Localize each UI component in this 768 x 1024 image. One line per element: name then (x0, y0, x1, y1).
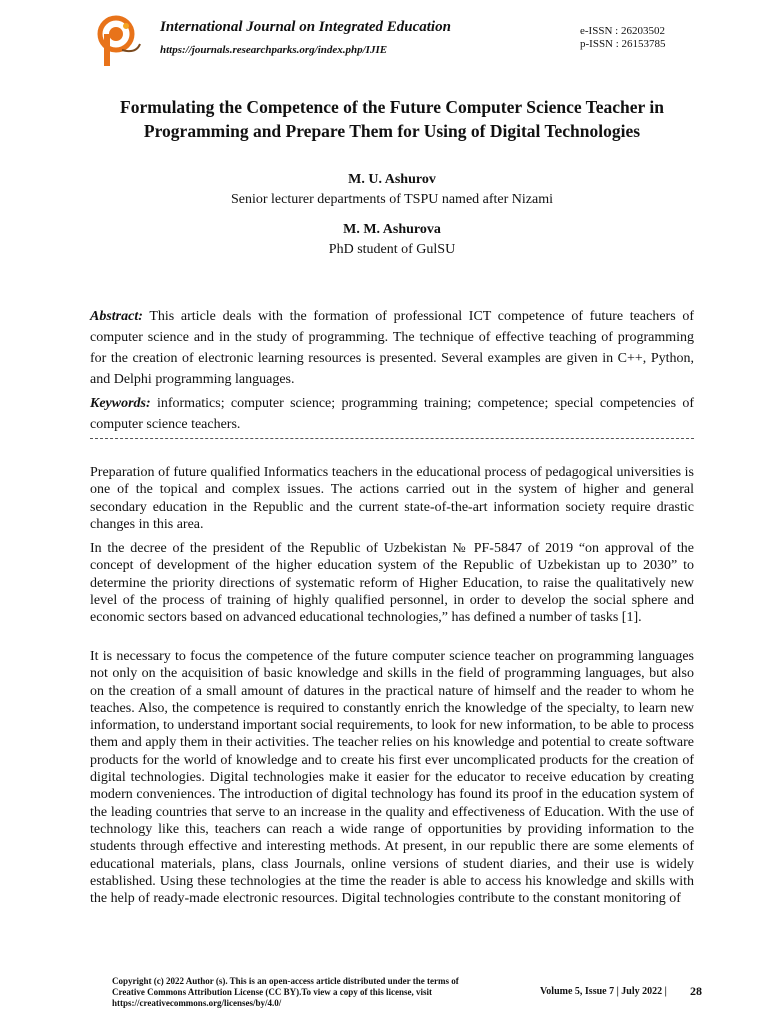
keywords-text: informatics; computer science; programming training; competence; special competencies of computer science teachers. (90, 396, 694, 432)
footer-volume: Volume 5, Issue 7 | July 2022 | (540, 986, 667, 997)
issn-block (580, 25, 666, 51)
abstract-text: This article deals with the formation of professional ICT competence of future teachers of computer science and in the study of programming. The technique of effective teaching of programming for the creation of electronic learning resources is presented. Several examples are given in C++, Python, and Delphi programming languages. (90, 309, 694, 387)
abstract (90, 306, 694, 390)
keywords (90, 393, 694, 435)
paper-title: Formulating the Competence of the Future Computer Science Teacher in Programming and Prepare Them for Using of Digital Technologies (120, 97, 664, 141)
author-name: M. M. Ashurova (343, 222, 441, 237)
author-affiliation: Senior lecturer departments of TSPU named after Nizami (230, 192, 554, 207)
abstract-label: Abstract: (90, 309, 143, 324)
author-name: M. U. Ashurov (348, 172, 436, 187)
author-block (90, 222, 694, 258)
body-paragraph: Preparation of future qualified Informatics teachers in the educational process of pedagogical universities is one of the topical and complex issues. The actions carried out in the system of higher and general secondary education in the Republic and the current state-of-the-art information society require drastic changes in this area. (90, 465, 694, 532)
page-number: 28 (690, 984, 702, 998)
section-divider (90, 438, 694, 439)
p-issn: p-ISSN : 26153785 (580, 38, 666, 50)
journal-url[interactable]: https://journals.researchparks.org/index.php/IJIE (160, 44, 388, 56)
author-block (90, 172, 694, 208)
journal-title: International Journal on Integrated Education (160, 19, 451, 35)
footer-copyright: Copyright (c) 2022 Author (s). This is an open-access article distributed under the terms of Creative Commons Attribution License (CC BY).To view a copy of this license, visit https://creativecommons.org/licenses/by/4.0/ (112, 976, 459, 1008)
research-parks-logo-icon (96, 14, 144, 68)
body-paragraph: It is necessary to focus the competence of the future computer science teacher on programming languages not only on the acquisition of basic knowledge and skills in the field of programming languages, but also on the creation of a small amount of datures in the practical nature of himself and the reader to whom he teaches. Also, the competence is required to constantly enrich the knowledge of the specialty, to learn new information, to understand important social requirements, to look for new information, to be able to process them and apply them in their activities. The teacher relies on his knowledge and potential to create software products for the world of knowledge and to create his first ever uncomplicated products for the creation of digital technologies. Digital technologies make it easier for the educator to receive education by creating modern conveniences. The introduction of digital technology has found its proof in the education system of the leading countries that serve to an increase in the quality and effectiveness of Education. With the use of technology like this, teachers can reach a wide range of opportunities by providing information to the students through effective and interesting methods. At present, in our republic there are some elements of educational materials, plans, class Journals, online versions of student diaries, and their use is widely established. Using these technologies at the time the reader is able to access his knowledge and skills with the help of ready-made electronic resources. Digital technologies contribute to the constant monitoring of (90, 649, 694, 907)
e-issn: e-ISSN : 26203502 (580, 25, 665, 37)
keywords-label: Keywords: (90, 396, 151, 411)
author-affiliation: PhD student of GulSU (328, 242, 456, 257)
body-paragraph: In the decree of the president of the Republic of Uzbekistan № PF-5847 of 2019 “on approval of the concept of development of the higher education system of the Republic of Uzbekistan up to 2030” to determine the priority directions of systematic reform of Higher Education, to raise the qualitatively new level of the process of training of highly qualified personnel, in order to develop the social sphere and economic sectors based on advanced educational technologies,” has defined a number of tasks [1]. (90, 541, 694, 626)
